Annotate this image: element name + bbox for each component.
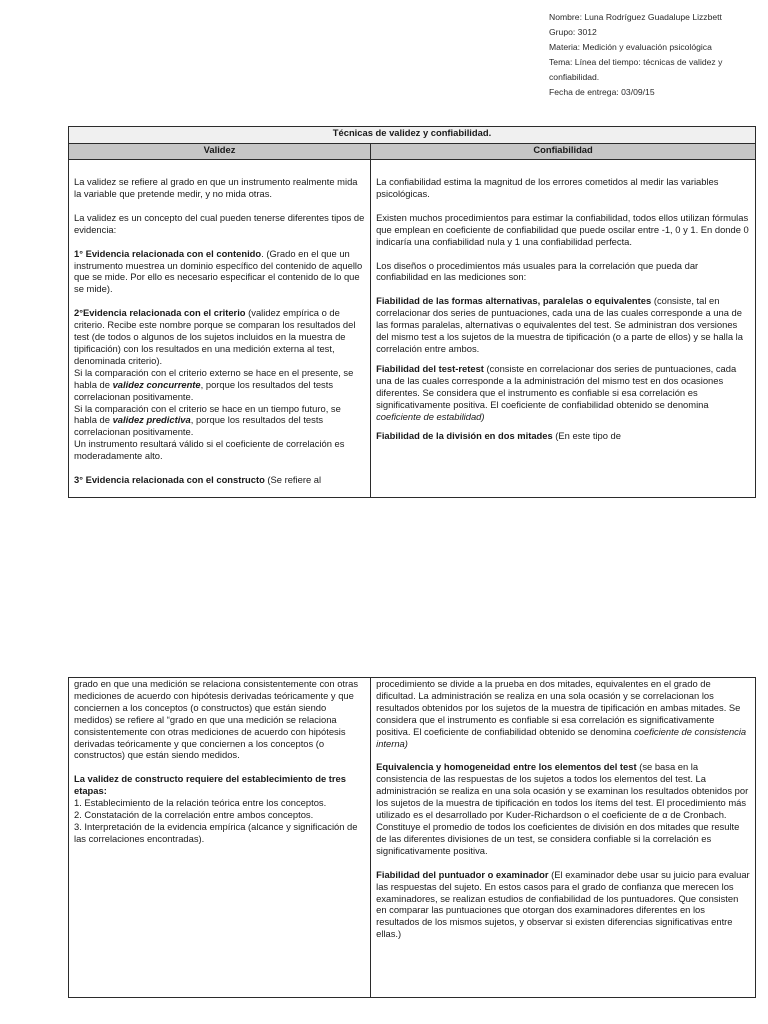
table-title-row <box>69 127 756 144</box>
confiabilidad-designs: Los diseños o procedimientos más usuales para la correlación que pueda dar confiabilidad en las mediciones son: <box>376 259 699 283</box>
validez-evidence-intro: La validez es un concepto del cual pueden tenerse diferentes tipos de evidencia: <box>74 211 365 235</box>
step-3: 3. Interpretación de la evidencia empírica (alcance y significación de las correlaciones encontradas). <box>74 820 358 844</box>
scorer-reliability: Fiabilidad del puntuador o examinador (El examinador debe usar su juicio para evaluar las respuestas del sujeto. En estos casos para el grado de confianza que merecen los examinadores, se realizan estudios de confiabilidad de los puntuadores. Que consisten en comparar las puntuaciones que otorgan dos examinadores diferentes en los resultados de los mismos sujetos, y observar si existen diferencias significativas entre ellas.) <box>376 868 750 940</box>
split-half-continued: procedimiento se divide a la prueba en dos mitades, equivalentes en el grado de dificultad. La administración se realiza en una sola ocasión y se correlacionan los resultados obtenidos por los sujetos de la muestra de tipificación en ambas mitades. Se considera que el instrumento es confiable si esa correlación es significativamente positiva. El coeficiente de confiabilidad obtenido se denomina coeficiente de consistencia interna) <box>376 678 747 749</box>
table-row <box>69 678 756 998</box>
table-title: Técnicas de validez y confiabilidad. <box>69 127 756 144</box>
techniques-table-page2 <box>68 677 756 998</box>
split-half-reliability: Fiabilidad de la división en dos mitades (En este tipo de <box>376 430 621 442</box>
validez-definition: La validez se refiere al grado en que un instrumento realmente mida la variable que pretende medir, y no mida otras. <box>74 176 358 199</box>
evidence-criterion: 2°Evidencia relacionada con el criterio (validez empírica o de criterio. Recibe este nombre porque se comparan los resultados del test (de todos o algunos de los sujetos incluidos en la muestra de tipificación) con los resultados en una medición externa al test, denominada criterio). Si la comparación con el criterio externo se hace en el presente, se habla de validez concurrente, porque los resultados del tests correlacionan positivamente. Si la comparación con el criterio se hace en un tiempo futuro, se habla de validez predictiva, porque los resultados del tests correlacionan positivamente. Un instrumento resultará válido si el coeficiente de correlación es moderadamente alto. <box>74 307 356 462</box>
techniques-table-page1 <box>68 126 756 498</box>
step-2: 2. Constatación de la correlación entre ambos conceptos. <box>74 809 314 821</box>
student-group: Grupo: 3012 <box>549 27 597 37</box>
topic: Tema: Línea del tiempo: técnicas de validez y confiabilidad. <box>549 57 723 82</box>
due-date: Fecha de entrega: 03/09/15 <box>549 87 655 97</box>
item-homogeneity-reliability: Equivalencia y homogeneidad entre los elementos del test (se basa en la consistencia de las respuestas de los sujetos a todos los elementos del test. La administración se realiza en una sola ocasión y se examinan los resultados obtenidos por los sujetos de la muestra de tipificación en todos los ítems del test. El procedimiento más utilizado es el desarrollado por Kuder-Richardson o el coeficiente de α de Cronbach. Constituye el promedio de todos los coeficientes de división en dos mitades que resulte de las diferentes divisiones de un test, se considera confiable si la correlación es significativamente positiva. <box>376 761 749 856</box>
student-header <box>549 10 764 100</box>
confiabilidad-procedures: Existen muchos procedimientos para estimar la confiabilidad, todos ellos utilizan fórmulas que emplean en coeficiente de confiabilidad que puede oscilar entre -1, 0 y 1. En donde 0 indicaría una confiabilidad nula y 1 una confiabilidad perfecta. <box>376 211 749 247</box>
confiabilidad-definition: La confiabilidad estima la magnitud de los errores cometidos al medir las variables psicológicas. <box>376 176 719 199</box>
validez-cell-continued <box>69 678 371 998</box>
confiabilidad-cell-continued <box>371 678 756 998</box>
subject: Materia: Medición y evaluación psicológica <box>549 42 712 52</box>
table-header-row <box>69 144 756 160</box>
alternate-forms-reliability: Fiabilidad de las formas alternativas, paralelas o equivalentes (consiste, tal en correlacionar dos series de puntuaciones, cada una de las cuales corresponde a una de las formas paralelas, alternativas o equivalentes del test. Se administran dos versiones del mismo test a los sujetos de la muestra de tipificación (o a parte de ellos) y se halla la correlación entre ambos. <box>376 295 743 354</box>
validez-cell <box>69 160 371 498</box>
column-header-validez: Validez <box>69 144 371 160</box>
evidence-construct: 3° Evidencia relacionada con el constructo (Se refiere al <box>74 474 322 486</box>
student-name: Nombre: Luna Rodríguez Guadalupe Lizzbett <box>549 12 722 22</box>
construct-steps: La validez de constructo requiere del establecimiento de tres etapas: 1. Establecimiento de la relación teórica entre los conceptos. 2. Constatación de la correlación entre ambos conceptos. 3. Interpretación de la evidencia empírica (alcance y significación de las correlaciones encontradas). <box>74 773 358 844</box>
column-header-confiabilidad: Confiabilidad <box>371 144 756 160</box>
construct-continued: grado en que una medición se relaciona consistentemente con otras mediciones de acuerdo con hipótesis derivadas teóricamente y que conciernen a los conceptos (o constructos) que están siendo medidos) se refiere al “grado en que una medición se relaciona consistentemente con otras mediciones de acuerdo con hipótesis derivadas teóricamente y que conciernen a los conceptos (o constructos) que están siendo medidos. <box>74 678 359 761</box>
confiabilidad-cell <box>371 160 756 498</box>
test-retest-reliability: Fiabilidad del test-retest (consiste en correlacionar dos series de puntuaciones, cada una de las cuales corresponde a la administración del mismo test en dos ocasiones diferentes. Se considera que el instrumento es confiable si esa correlación es significativamente positiva. El coeficiente de confiabilidad obtenido se denomina coeficiente de estabilidad) <box>376 362 737 422</box>
step-1: 1. Establecimiento de la relación teórica entre los conceptos. <box>74 797 327 809</box>
table-row <box>69 160 756 498</box>
evidence-content: 1° Evidencia relacionada con el contenido. (Grado en el que un instrumento muestrea un dominio específico del contenido de aquello que se mide. Por ello es necesario especificar el contenido de lo que se mide). <box>74 247 363 295</box>
